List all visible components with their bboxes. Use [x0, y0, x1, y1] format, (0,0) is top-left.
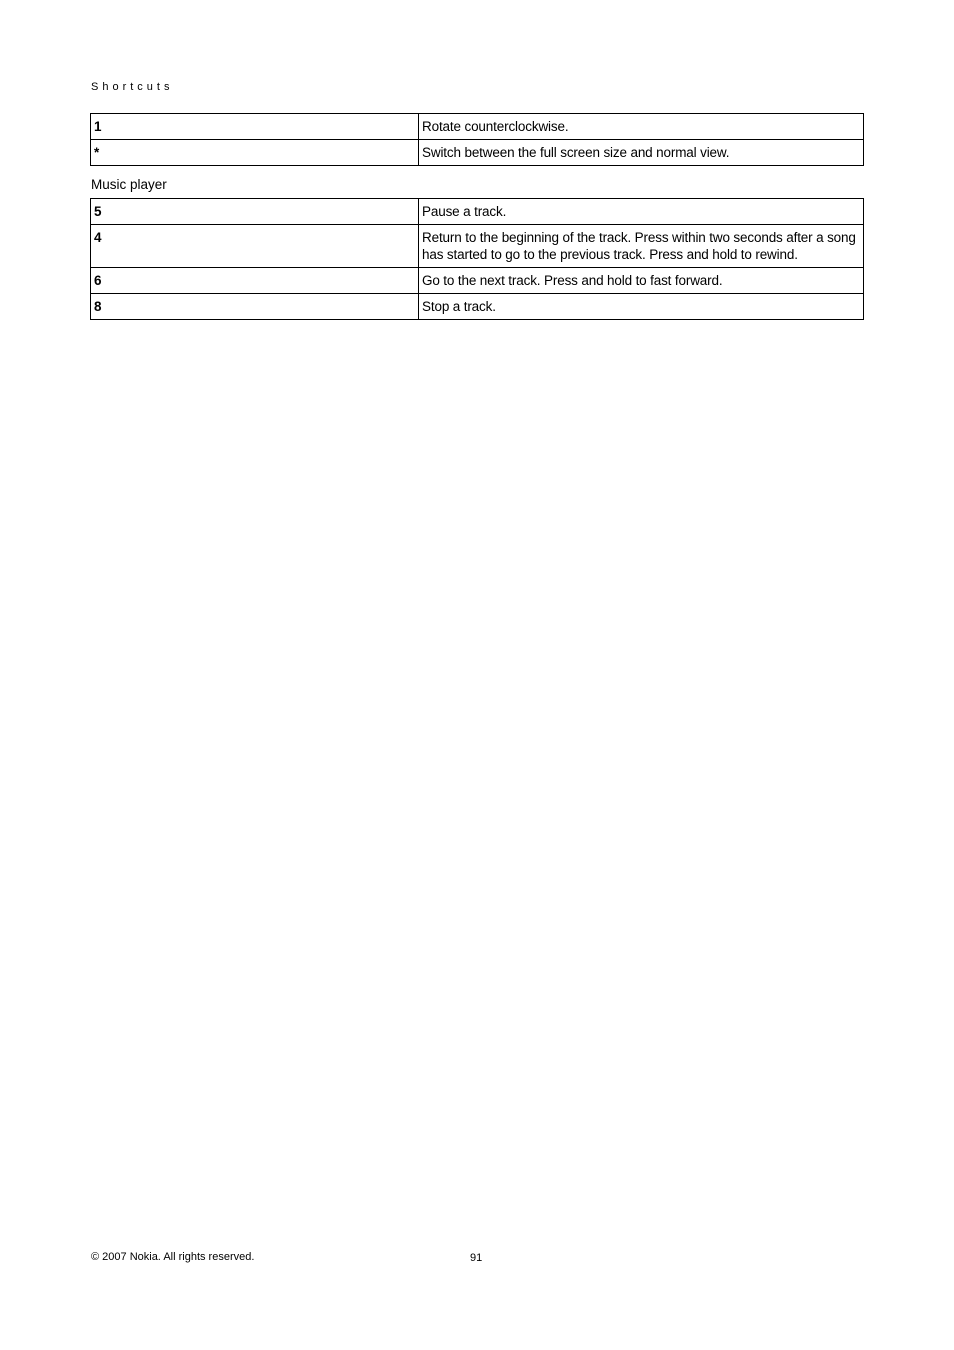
page-number: 91 — [470, 1252, 483, 1264]
table-row — [91, 294, 864, 320]
shortcut-key: 1 — [91, 114, 419, 140]
shortcut-key: 6 — [91, 268, 419, 294]
shortcut-description: Go to the next track. Press and hold to fast forward. — [419, 268, 864, 294]
music-player-shortcuts-table — [90, 198, 864, 320]
shortcut-description: Return to the beginning of the track. Press within two seconds after a song has started to go to the previous track. Press and hold to rewind. — [419, 225, 864, 268]
table-row — [91, 140, 864, 166]
music-player-heading: Music player — [91, 177, 167, 192]
shortcut-key: 5 — [91, 199, 419, 225]
shortcut-key: * — [91, 140, 419, 166]
table-row — [91, 268, 864, 294]
table-row — [91, 225, 864, 268]
footer-copyright: © 2007 Nokia. All rights reserved. — [91, 1251, 255, 1263]
shortcut-description: Pause a track. — [419, 199, 864, 225]
shortcut-description: Switch between the full screen size and normal view. — [419, 140, 864, 166]
shortcut-key: 8 — [91, 294, 419, 320]
table-row — [91, 199, 864, 225]
shortcut-description: Rotate counterclockwise. — [419, 114, 864, 140]
table-row — [91, 114, 864, 140]
running-header-title: Shortcuts — [91, 81, 174, 93]
shortcut-key: 4 — [91, 225, 419, 268]
shortcut-description: Stop a track. — [419, 294, 864, 320]
shortcuts-table — [90, 113, 864, 166]
